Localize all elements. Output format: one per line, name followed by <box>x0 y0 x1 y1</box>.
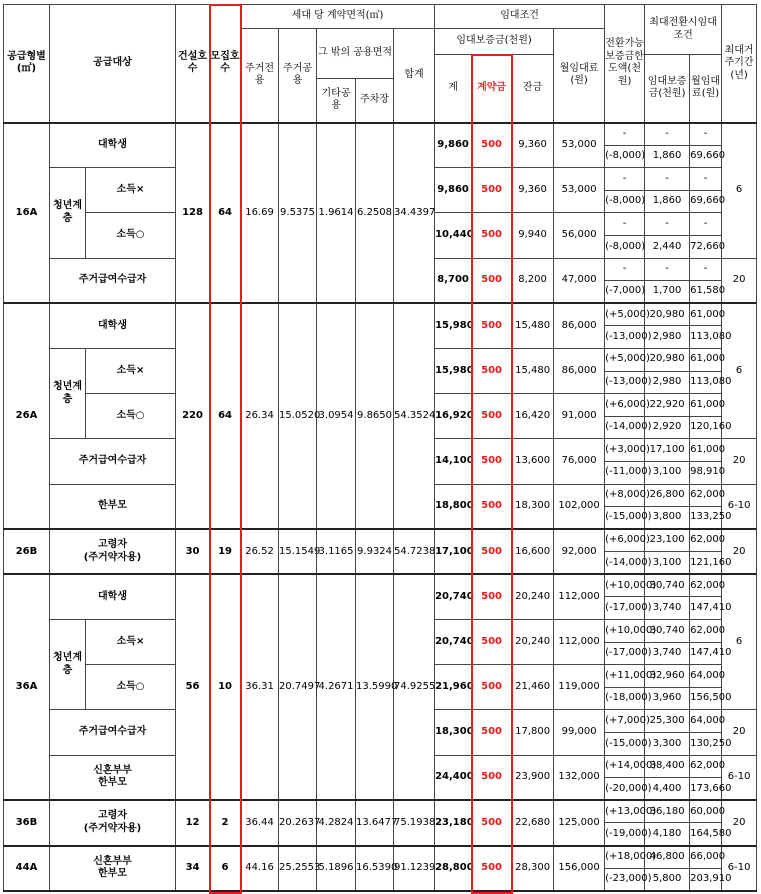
area-shared: 15.1549 <box>279 529 317 574</box>
max-deposit-plus: 23,100 <box>645 529 690 552</box>
recruit-count: 10 <box>210 574 241 800</box>
max-monthly-plus: 62,000 <box>690 529 722 552</box>
max-deposit-plus: 30,740 <box>645 574 690 597</box>
conv-limit-plus: - <box>605 258 645 281</box>
target-name: 주거급여수급자 <box>50 258 176 303</box>
monthly-rent: 53,000 <box>554 168 605 213</box>
conv-limit-plus: - <box>605 213 645 236</box>
max-monthly-minus: 147,410 <box>690 597 722 620</box>
header-parking: 주차장 <box>356 79 394 123</box>
max-monthly-plus: 62,000 <box>690 620 722 643</box>
max-deposit-plus: - <box>645 123 690 146</box>
deposit-contract: 500 <box>472 529 512 574</box>
header-area-group: 세대 당 계약면적(㎡) <box>241 5 435 29</box>
monthly-rent: 112,000 <box>554 620 605 665</box>
max-monthly-minus: 164,580 <box>690 823 722 846</box>
header-dep-balance: 잔금 <box>512 55 554 123</box>
target-name: 신혼부부 한부모 <box>50 755 176 800</box>
built-count: 56 <box>176 574 210 800</box>
monthly-rent: 99,000 <box>554 710 605 755</box>
header-rent-group: 임대조건 <box>435 5 605 29</box>
deposit-balance: 22,680 <box>512 800 554 845</box>
conv-limit-minus: (-23,000) <box>605 868 645 891</box>
max-monthly-plus: 61,000 <box>690 394 722 417</box>
monthly-rent: 102,000 <box>554 484 605 529</box>
table-body <box>4 123 757 891</box>
recruit-count: 64 <box>210 303 241 529</box>
table-row <box>4 303 757 326</box>
supply-type: 26A <box>4 303 50 529</box>
deposit-balance: 20,240 <box>512 574 554 619</box>
deposit-balance: 8,200 <box>512 258 554 303</box>
area-exclusive: 44.16 <box>241 846 279 891</box>
recruit-count: 2 <box>210 800 241 845</box>
header-other-shared: 기타공용 <box>317 79 356 123</box>
area-sum: 34.4397 <box>394 123 435 304</box>
header-deposit-group: 임대보증금(천원) <box>435 29 554 55</box>
max-deposit-plus: 46,800 <box>645 846 690 869</box>
max-monthly-minus: 133,250 <box>690 507 722 530</box>
max-monthly-minus: 130,250 <box>690 733 722 756</box>
conv-limit-plus: (+6,000) <box>605 529 645 552</box>
rental-conditions-table <box>3 4 757 892</box>
monthly-rent: 132,000 <box>554 755 605 800</box>
max-deposit-plus: 20,980 <box>645 348 690 371</box>
deposit-balance: 21,460 <box>512 665 554 710</box>
target-name: 대학생 <box>50 303 176 348</box>
area-other: 4.2824 <box>317 800 356 845</box>
max-monthly-plus: 61,000 <box>690 303 722 326</box>
target-name: 대학생 <box>50 123 176 168</box>
deposit-contract: 500 <box>472 800 512 845</box>
area-parking: 9.8650 <box>356 303 394 529</box>
header-conv-limit: 전환가능보증금한도액(천원) <box>605 5 645 123</box>
max-deposit-minus: 2,440 <box>645 235 690 258</box>
header-exclusive: 주거전용 <box>241 29 279 123</box>
deposit-contract: 500 <box>472 620 512 665</box>
deposit-contract: 500 <box>472 213 512 258</box>
max-monthly-minus: 113,080 <box>690 326 722 349</box>
monthly-rent: 56,000 <box>554 213 605 258</box>
table-row <box>4 574 757 597</box>
deposit-total: 28,800 <box>435 846 472 891</box>
built-count: 220 <box>176 303 210 529</box>
rental-table-container <box>3 4 757 892</box>
deposit-balance: 28,300 <box>512 846 554 891</box>
target-sub: 소득× <box>86 168 176 213</box>
deposit-total: 9,860 <box>435 123 472 168</box>
deposit-contract: 500 <box>472 755 512 800</box>
area-other: 4.2671 <box>317 574 356 800</box>
built-count: 34 <box>176 846 210 891</box>
area-other: 5.1896 <box>317 846 356 891</box>
max-deposit-plus: 20,980 <box>645 303 690 326</box>
monthly-rent: 53,000 <box>554 123 605 168</box>
target-name: 고령자 (주거약자용) <box>50 800 176 845</box>
deposit-contract: 500 <box>472 574 512 619</box>
max-deposit-plus: - <box>645 213 690 236</box>
max-period: 20 <box>722 258 757 303</box>
deposit-total: 23,180 <box>435 800 472 845</box>
area-parking: 13.5990 <box>356 574 394 800</box>
conv-limit-plus: (+10,000) <box>605 620 645 643</box>
conv-limit-plus: (+8,000) <box>605 484 645 507</box>
target-name: 고령자 (주거약자용) <box>50 529 176 574</box>
deposit-balance: 16,420 <box>512 394 554 439</box>
max-monthly-plus: - <box>690 168 722 191</box>
max-period: 20 <box>722 529 757 574</box>
conv-limit-minus: (-8,000) <box>605 190 645 213</box>
max-monthly-plus: - <box>690 213 722 236</box>
conv-limit-plus: (+11,000) <box>605 665 645 688</box>
max-deposit-plus: - <box>645 168 690 191</box>
deposit-total: 16,920 <box>435 394 472 439</box>
max-period: 6-10 <box>722 846 757 891</box>
deposit-total: 15,980 <box>435 348 472 393</box>
deposit-total: 10,440 <box>435 213 472 258</box>
deposit-balance: 15,480 <box>512 303 554 348</box>
conv-limit-plus: (+14,000) <box>605 755 645 778</box>
max-deposit-minus: 3,300 <box>645 733 690 756</box>
max-period: 20 <box>722 710 757 755</box>
max-deposit-plus: 30,740 <box>645 620 690 643</box>
target-group: 청년계층 <box>50 168 86 258</box>
area-parking: 13.6477 <box>356 800 394 845</box>
header-dep-contract: 계약금 <box>472 55 512 123</box>
max-deposit-minus: 1,700 <box>645 281 690 304</box>
table-row <box>4 800 757 823</box>
conv-limit-minus: (-20,000) <box>605 778 645 801</box>
max-monthly-plus: 62,000 <box>690 484 722 507</box>
area-parking: 16.5390 <box>356 846 394 891</box>
conv-limit-minus: (-14,000) <box>605 552 645 575</box>
supply-type: 44A <box>4 846 50 891</box>
max-monthly-minus: 147,410 <box>690 642 722 665</box>
conv-limit-minus: (-17,000) <box>605 642 645 665</box>
max-deposit-minus: 1,860 <box>645 145 690 168</box>
deposit-balance: 9,360 <box>512 123 554 168</box>
deposit-total: 8,700 <box>435 258 472 303</box>
target-name: 주거급여수급자 <box>50 439 176 484</box>
header-recruit: 모집호수 <box>210 5 241 123</box>
header-monthly: 월임대료(원) <box>554 29 605 123</box>
monthly-rent: 92,000 <box>554 529 605 574</box>
area-sum: 54.3524 <box>394 303 435 529</box>
deposit-balance: 15,480 <box>512 348 554 393</box>
conv-limit-minus: (-11,000) <box>605 461 645 484</box>
header-period: 최대거주기간(년) <box>722 5 757 123</box>
conv-limit-minus: (-18,000) <box>605 687 645 710</box>
built-count: 12 <box>176 800 210 845</box>
deposit-contract: 500 <box>472 394 512 439</box>
max-monthly-plus: 62,000 <box>690 574 722 597</box>
max-deposit-plus: 25,300 <box>645 710 690 733</box>
max-monthly-minus: 61,580 <box>690 281 722 304</box>
max-monthly-minus: 69,660 <box>690 145 722 168</box>
max-monthly-minus: 203,910 <box>690 868 722 891</box>
max-period: 6-10 <box>722 755 757 800</box>
area-parking: 6.2508 <box>356 123 394 304</box>
header-built: 건설호수 <box>176 5 210 123</box>
area-sum: 91.1239 <box>394 846 435 891</box>
max-monthly-plus: 62,000 <box>690 755 722 778</box>
max-period: 20 <box>722 800 757 845</box>
max-monthly-minus: 173,660 <box>690 778 722 801</box>
target-sub: 소득○ <box>86 665 176 710</box>
deposit-contract: 500 <box>472 123 512 168</box>
max-deposit-minus: 2,980 <box>645 326 690 349</box>
conv-limit-plus: (+5,000) <box>605 303 645 326</box>
area-exclusive: 26.52 <box>241 529 279 574</box>
monthly-rent: 86,000 <box>554 303 605 348</box>
built-count: 30 <box>176 529 210 574</box>
monthly-rent: 76,000 <box>554 439 605 484</box>
deposit-contract: 500 <box>472 484 512 529</box>
max-monthly-plus: 66,000 <box>690 846 722 869</box>
supply-type: 36B <box>4 800 50 845</box>
deposit-contract: 500 <box>472 348 512 393</box>
header-other-group: 그 밖의 공용면적 <box>317 29 394 79</box>
max-deposit-plus: 22,920 <box>645 394 690 417</box>
deposit-contract: 500 <box>472 665 512 710</box>
max-period: 6 <box>722 574 757 710</box>
target-name: 한부모 <box>50 484 176 529</box>
max-deposit-plus: 32,960 <box>645 665 690 688</box>
max-monthly-minus: 113,080 <box>690 371 722 394</box>
target-name: 주거급여수급자 <box>50 710 176 755</box>
conv-limit-plus: - <box>605 168 645 191</box>
max-period: 6 <box>722 123 757 259</box>
deposit-balance: 16,600 <box>512 529 554 574</box>
monthly-rent: 156,000 <box>554 846 605 891</box>
max-deposit-minus: 3,740 <box>645 597 690 620</box>
conv-limit-minus: (-13,000) <box>605 371 645 394</box>
max-deposit-minus: 3,100 <box>645 552 690 575</box>
monthly-rent: 86,000 <box>554 348 605 393</box>
deposit-balance: 13,600 <box>512 439 554 484</box>
max-monthly-plus: 64,000 <box>690 665 722 688</box>
max-deposit-minus: 1,860 <box>645 190 690 213</box>
max-monthly-minus: 121,160 <box>690 552 722 575</box>
max-monthly-plus: 61,000 <box>690 348 722 371</box>
max-deposit-plus: 26,800 <box>645 484 690 507</box>
area-exclusive: 36.31 <box>241 574 279 800</box>
built-count: 128 <box>176 123 210 304</box>
max-period: 6-10 <box>722 484 757 529</box>
max-monthly-plus: 64,000 <box>690 710 722 733</box>
table-header <box>4 5 757 123</box>
recruit-count: 64 <box>210 123 241 304</box>
area-sum: 74.9255 <box>394 574 435 800</box>
target-sub: 소득× <box>86 620 176 665</box>
deposit-balance: 9,940 <box>512 213 554 258</box>
max-monthly-minus: 72,660 <box>690 235 722 258</box>
deposit-balance: 9,360 <box>512 168 554 213</box>
conv-limit-plus: (+3,000) <box>605 439 645 462</box>
monthly-rent: 91,000 <box>554 394 605 439</box>
max-deposit-minus: 2,920 <box>645 416 690 439</box>
conv-limit-minus: (-8,000) <box>605 235 645 258</box>
monthly-rent: 125,000 <box>554 800 605 845</box>
header-type: 공급형별(㎡) <box>4 5 50 123</box>
table-row <box>4 529 757 552</box>
deposit-total: 20,740 <box>435 620 472 665</box>
deposit-total: 17,100 <box>435 529 472 574</box>
deposit-balance: 20,240 <box>512 620 554 665</box>
area-shared: 9.5375 <box>279 123 317 304</box>
header-max-deposit: 임대보증금(천원) <box>645 55 690 123</box>
deposit-total: 21,960 <box>435 665 472 710</box>
header-max-monthly: 월임대료(원) <box>690 55 722 123</box>
area-sum: 75.1938 <box>394 800 435 845</box>
deposit-total: 15,980 <box>435 303 472 348</box>
conv-limit-minus: (-17,000) <box>605 597 645 620</box>
header-shared: 주거공용 <box>279 29 317 123</box>
max-monthly-minus: 120,160 <box>690 416 722 439</box>
conv-limit-minus: (-13,000) <box>605 326 645 349</box>
area-exclusive: 16.69 <box>241 123 279 304</box>
deposit-contract: 500 <box>472 303 512 348</box>
deposit-contract: 500 <box>472 258 512 303</box>
target-name: 신혼부부 한부모 <box>50 846 176 891</box>
target-name: 대학생 <box>50 574 176 619</box>
conv-limit-plus: (+7,000) <box>605 710 645 733</box>
max-monthly-plus: - <box>690 258 722 281</box>
conv-limit-plus: (+6,000) <box>605 394 645 417</box>
table-row <box>4 846 757 869</box>
max-deposit-minus: 3,740 <box>645 642 690 665</box>
conv-limit-minus: (-7,000) <box>605 281 645 304</box>
conv-limit-minus: (-15,000) <box>605 733 645 756</box>
deposit-total: 20,740 <box>435 574 472 619</box>
deposit-total: 9,860 <box>435 168 472 213</box>
area-other: 3.1165 <box>317 529 356 574</box>
conv-limit-plus: (+18,000) <box>605 846 645 869</box>
max-deposit-minus: 3,800 <box>645 507 690 530</box>
max-deposit-minus: 3,100 <box>645 461 690 484</box>
header-sum: 합계 <box>394 29 435 123</box>
deposit-total: 24,400 <box>435 755 472 800</box>
conv-limit-plus: - <box>605 123 645 146</box>
deposit-contract: 500 <box>472 439 512 484</box>
deposit-contract: 500 <box>472 846 512 891</box>
conv-limit-minus: (-14,000) <box>605 416 645 439</box>
deposit-total: 18,800 <box>435 484 472 529</box>
area-exclusive: 26.34 <box>241 303 279 529</box>
max-deposit-minus: 4,180 <box>645 823 690 846</box>
header-target: 공급대상 <box>50 5 176 123</box>
area-shared: 20.7497 <box>279 574 317 800</box>
area-shared: 25.2553 <box>279 846 317 891</box>
area-exclusive: 36.44 <box>241 800 279 845</box>
supply-type: 26B <box>4 529 50 574</box>
monthly-rent: 112,000 <box>554 574 605 619</box>
max-monthly-minus: 98,910 <box>690 461 722 484</box>
target-group: 청년계층 <box>50 620 86 710</box>
max-deposit-minus: 5,800 <box>645 868 690 891</box>
max-monthly-plus: 60,000 <box>690 800 722 823</box>
target-group: 청년계층 <box>50 348 86 438</box>
deposit-contract: 500 <box>472 168 512 213</box>
deposit-balance: 18,300 <box>512 484 554 529</box>
area-other: 1.9614 <box>317 123 356 304</box>
header-dep-total: 계 <box>435 55 472 123</box>
max-deposit-plus: 36,180 <box>645 800 690 823</box>
table-row <box>4 123 757 146</box>
target-sub: 소득○ <box>86 394 176 439</box>
area-shared: 20.2637 <box>279 800 317 845</box>
target-sub: 소득○ <box>86 213 176 258</box>
header-max-group: 최대전환시임대조건 <box>645 5 722 55</box>
deposit-contract: 500 <box>472 710 512 755</box>
supply-type: 36A <box>4 574 50 800</box>
area-sum: 54.7238 <box>394 529 435 574</box>
deposit-total: 18,300 <box>435 710 472 755</box>
max-deposit-minus: 2,980 <box>645 371 690 394</box>
conv-limit-minus: (-15,000) <box>605 507 645 530</box>
max-deposit-plus: 38,400 <box>645 755 690 778</box>
recruit-count: 6 <box>210 846 241 891</box>
max-deposit-minus: 4,400 <box>645 778 690 801</box>
max-monthly-plus: 61,000 <box>690 439 722 462</box>
max-monthly-minus: 69,660 <box>690 190 722 213</box>
max-period: 6 <box>722 303 757 439</box>
deposit-total: 14,100 <box>435 439 472 484</box>
conv-limit-minus: (-19,000) <box>605 823 645 846</box>
conv-limit-plus: (+10,000) <box>605 574 645 597</box>
max-deposit-plus: - <box>645 258 690 281</box>
max-deposit-plus: 17,100 <box>645 439 690 462</box>
conv-limit-plus: (+13,000) <box>605 800 645 823</box>
max-period: 20 <box>722 439 757 484</box>
target-sub: 소득× <box>86 348 176 393</box>
deposit-balance: 17,800 <box>512 710 554 755</box>
monthly-rent: 119,000 <box>554 665 605 710</box>
max-deposit-minus: 3,960 <box>645 687 690 710</box>
conv-limit-minus: (-8,000) <box>605 145 645 168</box>
max-monthly-plus: - <box>690 123 722 146</box>
supply-type: 16A <box>4 123 50 304</box>
deposit-balance: 23,900 <box>512 755 554 800</box>
monthly-rent: 47,000 <box>554 258 605 303</box>
conv-limit-plus: (+5,000) <box>605 348 645 371</box>
max-monthly-minus: 156,500 <box>690 687 722 710</box>
area-other: 3.0954 <box>317 303 356 529</box>
area-parking: 9.9324 <box>356 529 394 574</box>
recruit-count: 19 <box>210 529 241 574</box>
area-shared: 15.0520 <box>279 303 317 529</box>
